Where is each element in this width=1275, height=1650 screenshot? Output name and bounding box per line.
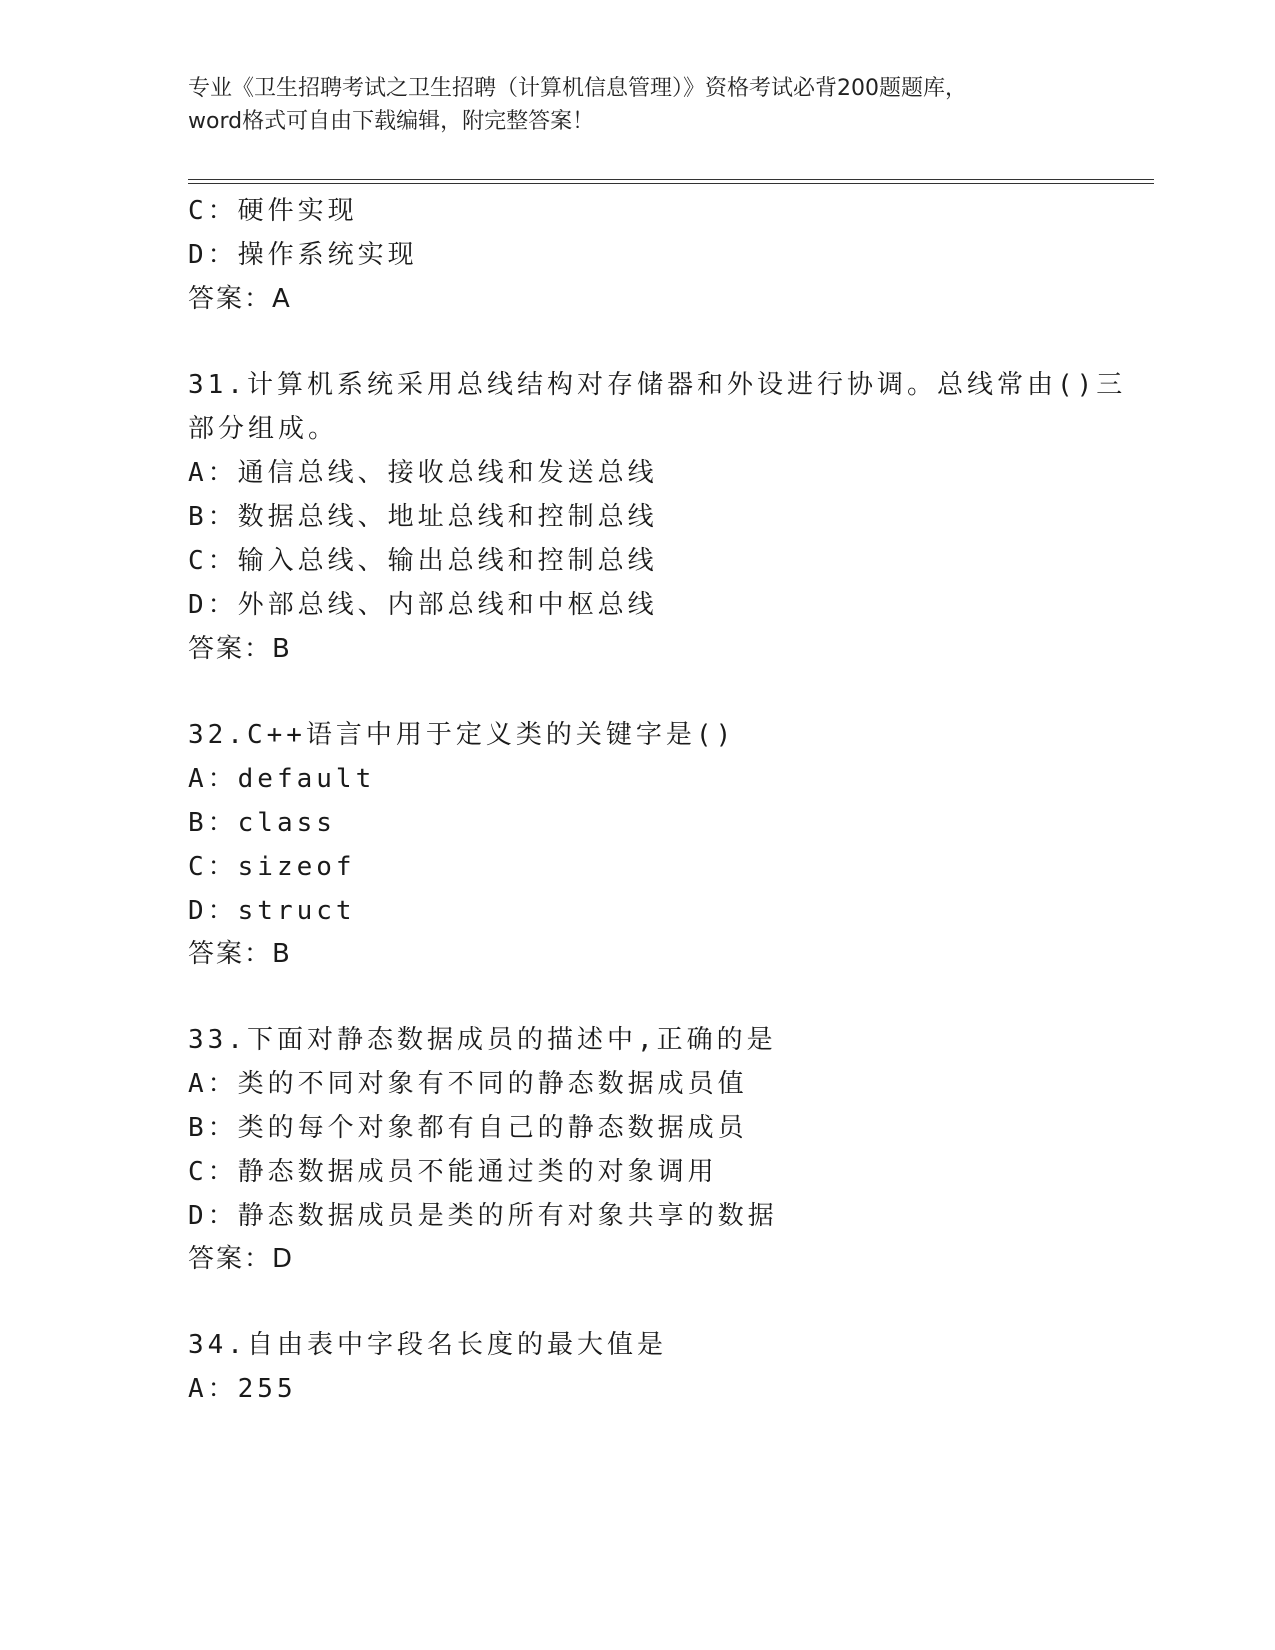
question-stem: 31.计算机系统采用总线结构对存储器和外设进行协调。总线常由()三 [188,370,1127,400]
header-divider-bottom [188,183,1154,184]
option-a: A：通信总线、接收总线和发送总线 [188,458,658,488]
option-c: C：sizeof [188,852,356,882]
option-d: D：操作系统实现 [188,240,418,270]
option-c: C：输入总线、输出总线和控制总线 [188,546,658,576]
option-a: A：255 [188,1374,297,1404]
option-a: A：类的不同对象有不同的静态数据成员值 [188,1069,748,1099]
document-header [188,72,1088,138]
option-d: D：struct [188,896,356,926]
option-b: B：类的每个对象都有自己的静态数据成员 [188,1113,748,1143]
header-title-line-1: 专业《卫生招聘考试之卫生招聘（计算机信息管理）》资格考试必背200题题库， [188,76,967,101]
answer-line: 答案：A [188,284,292,314]
question-stem: 32.C++语言中用于定义类的关键字是() [188,720,736,750]
question-stem: 33.下面对静态数据成员的描述中,正确的是 [188,1025,777,1055]
answer-line: 答案：B [188,634,292,664]
question-stem: 34.自由表中字段名长度的最大值是 [188,1330,667,1360]
option-d: D：外部总线、内部总线和中枢总线 [188,590,658,620]
option-b: B：class [188,808,336,838]
option-b: B：数据总线、地址总线和控制总线 [188,502,658,532]
option-d: D：静态数据成员是类的所有对象共享的数据 [188,1201,778,1231]
answer-line: 答案：B [188,939,292,969]
option-a: A：default [188,764,376,794]
header-divider-top [188,179,1154,180]
option-c: C：硬件实现 [188,196,358,226]
question-stem: 部分组成。 [188,414,339,444]
answer-line: 答案：D [188,1244,295,1274]
option-c: C：静态数据成员不能通过类的对象调用 [188,1157,718,1187]
header-title-line-2: word格式可自由下载编辑，附完整答案！ [188,109,595,134]
